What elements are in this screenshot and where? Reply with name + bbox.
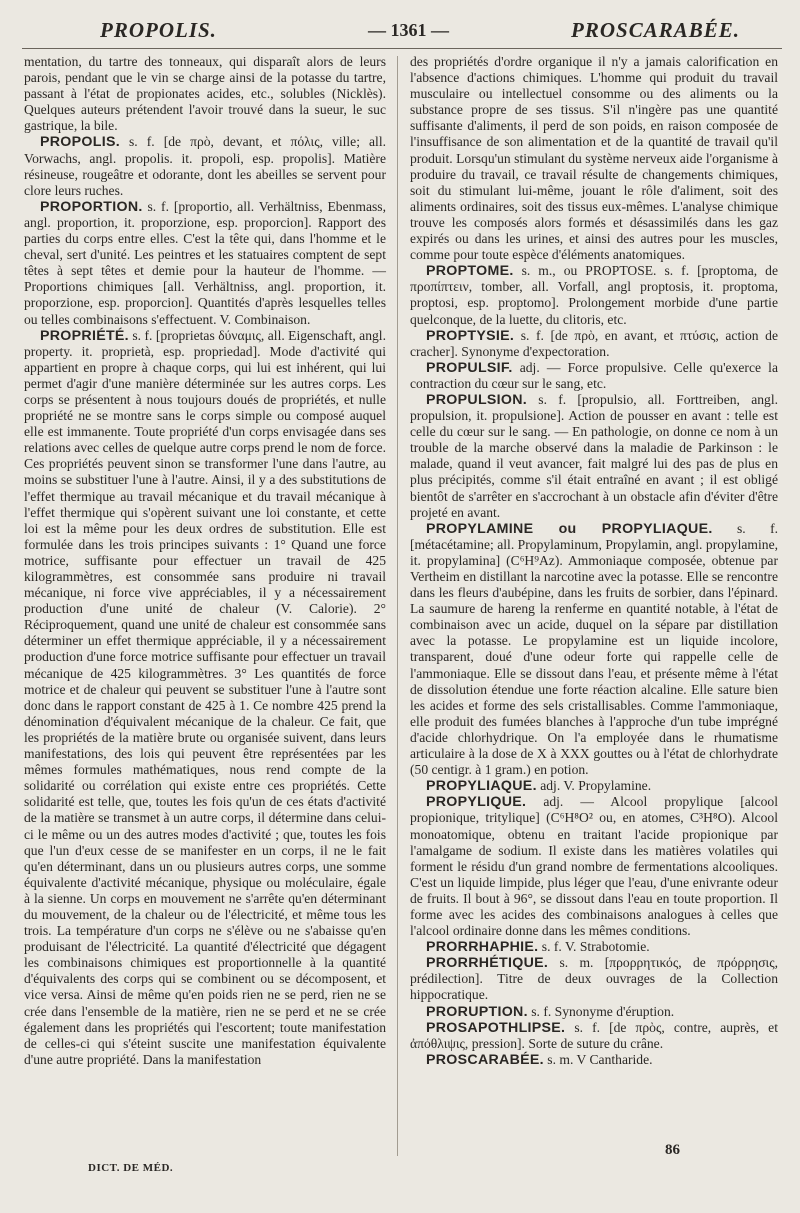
entry-prosapothlipse (410, 1020, 778, 1052)
entry-proscarabee (410, 1052, 778, 1068)
entry-proruption (410, 1004, 778, 1020)
entry-headword: PROPRIÉTÉ. (40, 327, 129, 344)
entry-propylique (410, 794, 778, 939)
entry-proportion (24, 199, 386, 328)
header-page-number: — 1361 — (368, 20, 449, 40)
entry-body: s. f. [de πρὸ, devant, et πόλις, ville; all. Vorwachs, angl. propolis. it. propoli, esp. propolis]. Matière résineuse, rougeâtre et odorante, dont les abeilles se servent pour clore leurs ruches. (24, 134, 386, 198)
entry-body: s. m., ou PROPTOSE. s. f. [proptoma, de προπίπτειν, tomber, all. Vorfall, angl proptosis, it. proptoma, proptosi, esp. proptomo]. Prolongement morbide d'une partie quelconque, de la luette, du clitoris, etc. (410, 263, 778, 327)
entry-body: des propriétés d'ordre organique il n'y a jamais calorification en l'absence d'actions chimiques. L'homme qui produit du travail musculaire ou intellectuel consomme ou des aliments ou la substance propre de ses tissus. S'il n'ingère pas une quantité suffisante d'aliments, il perd de son poids, en raison composée de l'insuffisance de son alimentation et de la quantité de travail qu'il produit. Lorsqu'un stimulant du système nerveux aide l'organisme à produire du travail, ce travail résulte de changements chimiques, soit du stimulant lui-même, jouant le rôle d'aliment, soit des aliments ordinaires, soit des tissus eux-mêmes. L'analyse chimique trouve les composés alors formés et désassimilés dans les gaz expirés ou dans les urines, et ainsi des autres pour les muscles, comme pour toute espèce d'éléments anatomiques. (410, 54, 778, 263)
entry-body: s. f. [de πρὸς, contre, auprès, et ἀπόθλιψις, pression]. Sorte de suture du crâne. (410, 1019, 778, 1051)
entry-headword: PROPULSION. (426, 391, 528, 408)
entry-propylamine (410, 521, 778, 779)
entry-propyliaque (410, 778, 778, 794)
running-head (90, 18, 760, 46)
entry-headword: PROSAPOTHLIPSE. (426, 1019, 566, 1036)
entry-headword: PROPYLAMINE ou PROPYLIAQUE. (426, 520, 713, 537)
left-column (24, 54, 386, 1068)
entry-headword: PROPTYSIE. (426, 327, 515, 344)
entry-proptysie (410, 328, 778, 360)
entry-headword: PROSCARABÉE. (426, 1051, 544, 1068)
footer-sheet-number: 86 (665, 1142, 680, 1158)
entry-body: adj. — Alcool propylique [alcool propionique, tritylique] (C⁶H⁸O² ou, en atomes, C³H⁸O). Alcool monoatomique, obtenu en traitant l'acide propionique par l'amalgame de sodium. Il existe dans les matières volatiles qui forment le résidu d'un grand nombre de fermentations alcooliques. C'est un liquide limpide, plus léger que l'eau, d'une enivrante odeur de fruits. Il bout à 96°, se dissout dans l'eau en toute proportion. Il forme avec les acides des combinaisons analogues à celles que l'alcool ordinaire donne dans les mêmes conditions. (410, 794, 778, 939)
entry-headword: PROPORTION. (40, 198, 143, 215)
column-divider (397, 56, 398, 1156)
entry-proptome (410, 263, 778, 327)
entry-propriete (24, 328, 386, 1068)
entry-body: s. m. V Cantharide. (543, 1051, 653, 1067)
entry-body: s. f. V. Strabotomie. (538, 939, 650, 955)
entry-headword: PROPULSIF. (426, 359, 513, 376)
entry-headword: PRORRHÉTIQUE. (426, 955, 549, 972)
entry-headword: PRORUPTION. (426, 1003, 528, 1020)
entry-body: s. f. [proprietas δύναμις, all. Eigenschaft, angl. property. it. proprietà, esp. propriedad]. Mode d'activité qui appartient en propre à chaque corps, qui lui est inhérent, qui lui permet d'agir d'une manière déterminée sur les autres corps. Les corps se présentent à nous toujours doués de propriétés, et nulle propriété ne se montre sans le corps simple ou composé auquel elle est immanente. Toute propriété d'un corps envisagée dans ses relations avec celles de quelque autre corps prend le nom de force. Ces propriétés peuvent sinon se transformer l'une dans l'autre, au moins se substituer l'une à l'autre. Ainsi, il y a des substitutions de l'effet thermique au travail mécanique et du travail mécanique à l'effet thermique qui s'opèrent suivant une loi constante, et cette loi est la même pour les deux ordres de substitution. Elle est formulée dans les trois principes suivants : 1° Quand une force motrice, suffisante pour effectuer un travail de 425 kilogrammètres, est consommée sans produire ni travail mécanique, ni force vive appréciables, il y a nécessairement production d'une unité de chaleur (V. Calorie). 2° Réciproquement, quand une unité de chaleur est consommée sans déterminer un effet thermique appréciable, il y a nécessairement production d'une force motrice suffisante pour effectuer un travail mécanique de 425 kilogrammètres. 3° Les quantités de force motrice et de chaleur qui peuvent se substituer l'une à l'autre sont donc dans le rapport constant de 425 à 1. Ce nombre 425 prend la dénomination d'équivalent mécanique de la chaleur. Ce fait, que les propriétés de la matière brute ou organisée suivent, dans leurs manifestations, des lois qui peuvent être représentées par les mêmes formules mathématiques, nous rend compte de la solidarité ou corrélation qui existe entre ces propriétés. Cette solidarité est telle, que, toutes les fois qu'un de ces états d'activité de la matière se transmet à un autre corps, il détermine dans celui-ci le même ou un des autres modes d'activité ; que, toutes les fois que l'un d'eux cesse de se manifester en un corps, il ne le fait qu'en déterminant, dans un ou plusieurs autres corps, une somme équivalente d'activité mécanique, physique ou moléculaire, égale à la sienne. Un corps en mouvement ne s'arrête qu'en déterminant du mouvement, de la chaleur ou de l'électricité, et même tous les trois. La température d'un corps ne s'élève ou ne s'abaisse qu'en produisant de l'électricité. La quantité d'électricité que dégagent les combinaisons chimiques est proportionnelle à la quantité d'équivalents des corps qui se combinent ou se décomposent, et vice versa. Ainsi de même qu'en poids rien ne se perd, rien ne se crée dans l'ensemble de la matière, rien ne se perd et ne se crée également dans les propriétés qui l'escortent; toute manifestation de celles-ci qui s'éteint suscite une manifestation équivalente d'une autre propriété. Dans la manifestation (24, 327, 386, 1067)
entry-headword: PROPOLIS. (40, 134, 120, 151)
entry-body: s. f. [propulsio, all. Forttreiben, angl. propulsion, it. propulsione]. Action de pousser en avant : telle est celle du cœur sur le sang. — En pathologie, on donne ce nom à un trouble de la marche observé dans la maladie de Parkinson : le malade, quand il veut avancer, fait malgré lui des pas de plus en plus précipités, comme s'il était entraîné en avant ; il est obligé bientôt de s'arrêter en s'accrochant à un obstacle afin d'éviter d'être projeté en avant. (410, 391, 778, 520)
right-column (410, 54, 778, 1068)
entry-continuation (410, 54, 778, 263)
entry-body: s. f. [métacétamine; all. Propylaminum, Propylamin, angl. propylamine, it. propylamina] (C⁶H⁹Az). Ammoniaque composée, obtenue par Vertheim en distillant la narcotine avec la potasse. Elle se rencontre dans les fleurs d'aubépine, dans les fruits de sorbier, dans l'épinard. La saumure de hareng la renferme en quantité notable, à l'état de combinaison avec un acide, duquel on la sépare par distillation avec la potasse. Le propylamine est un liquide incolore, transparent, doué d'une odeur forte qui rappelle celle de l'ammoniaque. Elle se dissout dans l'eau, et présente même à l'état de dissolution étendue une forte réaction alcaline. Elle sature bien les acides et forme des sels cristallisables. Comme l'ammoniaque, elle produit des fumées blanches à l'approche d'un tube imprégné d'acide chlorhydrique. On l'a employée dans le rhumatisme articulaire à la dose de X à XXX gouttes ou à l'état de chlorhydrate (50 centigr. à 1 gram.) en potion. (410, 520, 778, 778)
entry-prorrhaphie (410, 939, 778, 955)
entry-continuation (24, 54, 386, 134)
entry-headword: PROPTOME. (426, 263, 514, 280)
entry-body: adj. V. Propylamine. (536, 778, 652, 794)
entry-propulsif (410, 360, 778, 392)
entry-body: s. f. Synonyme d'éruption. (527, 1003, 675, 1019)
header-right-word: PROSCARABÉE. (571, 18, 740, 42)
entry-body: adj. — Force propulsive. Celle qu'exerce la contraction du cœur sur le sang, etc. (410, 359, 778, 391)
entry-body: mentation, du tartre des tonneaux, qui disparaît alors de leurs parois, pendant que le vin se charge ainsi de la potasse du tartre, passant à l'état de propionates acides, etc., solubles (Nicklès). Quelques auteurs prétendent l'avoir trouvé dans la sueur, le suc gastrique, la bile. (24, 54, 386, 134)
entry-body: s. m. [προρρητικός, de πρόρρησις, prédilection]. Titre de deux ouvrages de la Collection hippocratique. (410, 955, 778, 1003)
entry-body: s. f. [proportio, all. Verhältniss, Ebenmass, angl. proportion, it. proporzione, esp. proporcion]. Rapport des parties du corps entre elles. C'est la tête qui, dans l'homme et le cheval, sert d'unité. Les peintres et les statuaires comptent de sept têtes à sept têtes et demie pour la hauteur de l'homme. — Proportions chimiques [all. Verhältniss, angl. proportion, it. proporzione, esp. proporcion]. Quantités d'après lesquelles telles ou telles combinaisons s'effectuent. V. Combinaison. (24, 198, 386, 327)
entry-propolis (24, 134, 386, 198)
entry-body: s. f. [de πρὸ, en avant, et πτύσις, action de cracher]. Synonyme d'expectoration. (410, 327, 778, 359)
entry-prorrhetique (410, 955, 778, 1003)
entry-propulsion (410, 392, 778, 521)
footer-signature: DICT. DE MÉD. (88, 1162, 174, 1174)
entry-headword: PRORRHAPHIE. (426, 939, 539, 956)
entry-headword: PROPYLIQUE. (426, 794, 527, 811)
header-rule (22, 48, 782, 49)
entry-headword: PROPYLIAQUE. (426, 778, 537, 795)
header-left-word: PROPOLIS. (100, 18, 217, 42)
